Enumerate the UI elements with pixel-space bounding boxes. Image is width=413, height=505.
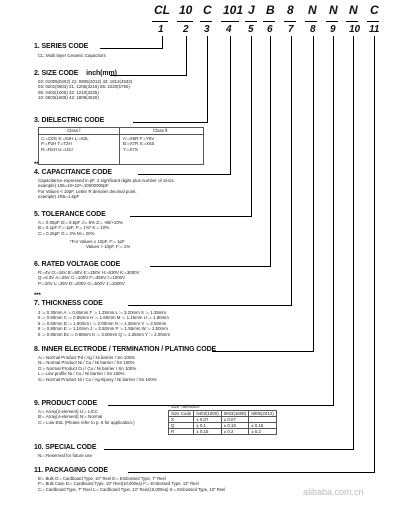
table-header-cell: 0603(1608) (221, 411, 248, 417)
code-num-4: 4 (226, 24, 232, 35)
product-line: C:= Low ESL (Please refer to p. 6 for application.) (38, 419, 135, 425)
dielectric-class1-header: Class Ⅰ (67, 128, 81, 133)
electrode-line: S:= Normal Product Ni / Cu / Ag-Epoxy / Ni barrier / Sn 100% (38, 376, 157, 382)
packaging-code-title: 11. PACKAGING CODE (34, 467, 108, 474)
table-cell: ± 0.2 (249, 429, 276, 435)
code-num-11: 11 (369, 24, 380, 35)
tolerance-note-line: *For Values ≤ 10pF, F:= 1pF (70, 239, 125, 244)
dielectric-line: A:=X5R F:=Y5V (123, 136, 155, 141)
size-code-title (34, 70, 117, 77)
watermark: alibaba.com.cn (303, 487, 364, 497)
series-code-text: CL: Multi layer Ceramic Capacitors (38, 53, 106, 58)
dielectric-class2-header: Class Ⅱ (153, 128, 168, 133)
code-letter-6: B (266, 3, 275, 17)
voltage-line: R:=4V O:=16V B:=50V E:=250V H:=630V K:=3000V (38, 270, 140, 275)
code-letter-9: N (329, 3, 338, 17)
code-num-5: 5 (248, 24, 254, 35)
series-code-title: 1. SERIES CODE (34, 43, 89, 50)
tolerance-line: B:= 0.1pF F:= 1pF, F:= 1%* K:= 10% (38, 225, 110, 231)
table-cell: R (169, 429, 194, 435)
tolerance-list (38, 220, 123, 236)
capacitance-text (38, 178, 175, 200)
electrode-code-title: 8. INNER ELECTRODE / TERMINATION / PLATING CODE (34, 346, 217, 353)
capacitance-line: Capacitance expressed in pF. 2 significant digits plus number of zeros. (38, 178, 175, 183)
thickness-code-title: 7. THICKNESS CODE (34, 300, 103, 307)
size-code-line: 02: 01005(0402) 21: 0805(2012) 43: 1812(4532) (38, 79, 133, 84)
tolerance-note-line: Values > 10pF, F:= 1% (86, 244, 131, 250)
electrode-line: N:= Normal Product Ni / Cu / Ni barrier / Sn 100% (38, 360, 135, 366)
thickness-line: 3 := 0.30mm A := 0.65mm F := 1.25mm L := 3.20mm S := 1.35mm (38, 310, 167, 315)
code-num-6: 6 (267, 24, 273, 35)
voltage-line: P:=10V L:=35V D:=200V G:=500V J:=2000V (38, 280, 125, 286)
tolerance-line: C:= 0.25pF G:= 2% M:= 20% (38, 230, 95, 236)
electrode-line: A:= Normal Product Pd / Ag / Ni barrier / Sn 100% (38, 355, 136, 360)
dielectric-line: B:=X7R X:=X6S (123, 141, 155, 147)
table-header-cell: 0805(2012) (249, 411, 276, 417)
packaging-line: B:= Bulk O:= Cardboard Type, 10" Reel E:= Embossed Type, 7" Reel (38, 476, 166, 481)
voltage-list (38, 270, 140, 286)
table-cell: ± 0.1 (194, 423, 221, 429)
size-code-line: 03: 0201(0603) 31: 1206(3216) 55: 2220(5750) (38, 84, 130, 90)
code-num-2: 2 (183, 24, 189, 35)
dielectric-line: R:=R2H U:=U2J (41, 146, 73, 152)
product-code-title: 9. PRODUCT CODE (34, 400, 98, 407)
electrode-list (38, 355, 157, 382)
thickness-line: 5 := 0.50mm C := 0.85mm H := 1.60mm M := 1.15mm U := 1.80mm (38, 315, 169, 321)
thickness-stars: *** (34, 293, 41, 299)
capacitance-code-title: 4. CAPACITANCE CODE (34, 169, 112, 176)
table-cell: ± 0.07 (194, 417, 221, 423)
capacitance-line: example) 106=10×10⁶=10000000pF (38, 183, 109, 189)
code-letter-8: N (308, 3, 317, 17)
capacitance-line: example) 1R5=1.5pF (38, 194, 80, 200)
tolerance-line: A:= 0.05pF D:= 0.5pF J:= 5% Z:= -80/+20% (38, 220, 123, 225)
code-num-9: 9 (330, 24, 336, 35)
code-letter-4: 101 (223, 3, 244, 17)
voltage-code-title: 6. RATED VOLTAGE CODE (34, 261, 121, 268)
code-num-8: 8 (310, 24, 316, 35)
code-letter-3: C (203, 3, 212, 17)
table-header-cell: 0402(1005) (194, 411, 221, 417)
special-code-text: N:= Reserved for future use (38, 453, 93, 458)
table-row (169, 429, 277, 435)
dielectric-class1-list (41, 136, 89, 152)
product-line: B:= Array(4-element) N:= Normal (38, 414, 103, 420)
dielectric-line: C:=C0G S:=S2H L:=S2L (41, 136, 89, 141)
code-letter-5: J (248, 3, 255, 17)
thickness-line: 9 := 0.90mm Ex := 0.88mm K := 3.00mm Q := 1.25mm Y := 2.00mm (38, 331, 170, 337)
product-line: A:= Array(2-element) U:= LICC (38, 409, 99, 414)
table-cell: ± 0.07 (221, 417, 248, 423)
thickness-line: 6 := 0.60mm D := 1.00mm I := 2.00mm N := 1.35mm V := 2.50mm (38, 320, 167, 326)
tolerance-note (70, 239, 130, 250)
table-cell: ± 0.15 (194, 429, 221, 435)
table-cell: S (169, 417, 194, 423)
dielectric-line: P:=P2H T:=T2H (41, 141, 72, 147)
electrode-line: G:= Normal Product Cu / Cu / Ni barrier / Sn 100% (38, 365, 137, 371)
dielectric-line: Y:=X7S (123, 146, 138, 152)
code-letter-7: 8 (287, 3, 294, 17)
packaging-line: C:= Cardboard Type, 7" Reel L:= Cardboard Type, 13" Reel(15,000ea) S:= Embossed Type, 10" Reel (38, 486, 226, 492)
dielectric-class2-list (123, 136, 155, 152)
table-cell: ± 0.2 (221, 429, 248, 435)
dielectric-table (38, 127, 204, 165)
packaging-line: P:= Bulk Case D:= Cardboard Type, 10" Reel(10,000ea) F:= Embossed Type, 13" Reel (38, 481, 199, 487)
special-code-title: 10. SPECIAL CODE (34, 444, 97, 451)
size-code-list (38, 79, 132, 101)
thickness-line: 8 := 0.80mm E := 1.10mm J := 2.50mm P := 1.55mm W := 2.50mm (38, 326, 168, 332)
table-cell: Q (169, 423, 194, 429)
size-tolerance-caption: * Size Tolerance (168, 404, 200, 409)
table-cell: ± 0.15 (249, 423, 276, 429)
size-code-title-text: 2. SIZE CODE (34, 70, 79, 77)
product-list (38, 409, 135, 425)
capacitance-line: For Values < 10pF, Letter R denotes decimal point. (38, 188, 137, 194)
table-cell: ± 0.15 (221, 423, 248, 429)
size-code-line: 10: 0603(1608) 42: 1808(4520) (38, 95, 99, 101)
table-header-cell: Size Code (169, 411, 194, 417)
code-num-1: 1 (158, 24, 164, 35)
tolerance-code-title: 5. TOLERANCE CODE (34, 211, 106, 218)
code-num-7: 7 (288, 24, 294, 35)
electrode-line: L:= Low profile Ni / Cu / Ni barrier / Sn 100% (38, 371, 125, 377)
code-num-10: 10 (349, 24, 361, 35)
code-num-3: 3 (204, 24, 210, 35)
packaging-list (38, 476, 225, 492)
capacitance-stars: ** (34, 162, 39, 168)
size-tolerance-table (168, 410, 277, 435)
code-letter-1: CL (154, 3, 170, 17)
voltage-line: Q:=6.3V A:=25V C:=100V F:=350V I:=1000V (38, 275, 126, 281)
code-letter-10: N (349, 3, 358, 17)
size-code-unit: inch(mm) (86, 70, 117, 77)
size-code-line: 05: 0402(1005) 32: 1210(3225) (38, 89, 99, 95)
code-letter-2: 10 (179, 3, 193, 17)
thickness-list (38, 310, 170, 337)
code-letter-11: C (370, 3, 379, 17)
dielectric-code-title: 3. DIELECTRIC CODE (34, 117, 105, 124)
